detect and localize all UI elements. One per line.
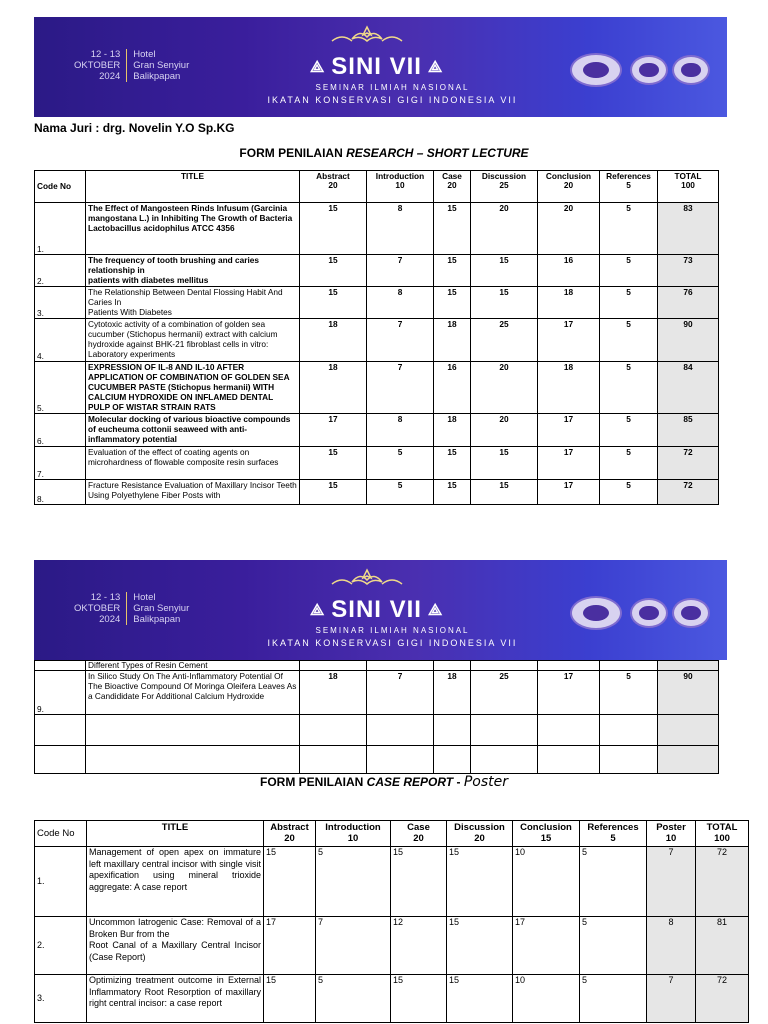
ornament-icon	[322, 25, 412, 49]
score-cell	[434, 746, 471, 774]
header-conclusion: Conclusion 15	[513, 821, 580, 847]
score-cell	[600, 715, 658, 746]
references-score: 5	[600, 319, 658, 362]
header-discussion: Discussion 25	[471, 171, 538, 203]
score-cell	[367, 715, 434, 746]
abstract-score: 17	[264, 917, 316, 975]
table-row	[35, 203, 719, 255]
header-discussion: Discussion 20	[447, 821, 513, 847]
conclusion-score: 18	[538, 362, 600, 414]
jury-name: Nama Juri : drg. Novelin Y.O Sp.KG	[34, 121, 235, 135]
header-total: TOTAL 100	[658, 171, 719, 203]
abstract-score: 15	[300, 255, 367, 287]
abstract-score: 17	[300, 414, 367, 447]
table-row	[35, 362, 719, 414]
introduction-score: 7	[316, 917, 391, 975]
title-cell	[86, 715, 300, 746]
table-row	[35, 287, 719, 319]
society-seal-icon	[672, 55, 710, 85]
event-banner-page2	[34, 560, 727, 660]
abstract-score: 15	[264, 847, 316, 917]
score-cell	[367, 746, 434, 774]
header-title: TITLE	[86, 171, 300, 203]
table-row	[35, 975, 749, 1023]
total-score: 90	[658, 671, 719, 715]
event-month: OKTOBER	[74, 60, 121, 71]
discussion-score: 15	[471, 447, 538, 480]
case-score: 15	[434, 287, 471, 319]
score-cell	[538, 715, 600, 746]
form-title-case-report: FORM PENILAIAN CASE REPORT - Poster	[260, 774, 508, 790]
total-score: 81	[696, 917, 749, 975]
references-score: 5	[600, 287, 658, 319]
introduction-score: 8	[367, 414, 434, 447]
abstract-score: 15	[300, 287, 367, 319]
poster-score: 7	[647, 847, 696, 917]
case-score: 15	[391, 975, 447, 1023]
society-seal-icon	[630, 598, 668, 628]
society-seal-icon	[630, 55, 668, 85]
banner-subtitle-1: SEMINAR ILMIAH NASIONAL	[315, 626, 470, 635]
code-cell: 5.	[35, 362, 86, 414]
ornament-icon	[322, 568, 412, 592]
table-row	[35, 319, 719, 362]
introduction-score: 8	[367, 287, 434, 319]
score-cell	[300, 746, 367, 774]
title-cell: In Silico Study On The Anti-Inflammatory Potential Of The Bioactive Compound Of Moringa Oleifera Leaves As a Candididate For Additional Calcium Hydroxide	[86, 671, 300, 715]
references-score: 5	[580, 975, 647, 1023]
venue-line-2: Gran Senyiur	[133, 60, 190, 71]
code-cell	[35, 746, 86, 774]
table-row	[35, 414, 719, 447]
table-row	[35, 480, 719, 505]
introduction-score: 5	[316, 847, 391, 917]
abstract-score: 18	[300, 362, 367, 414]
total-score: 83	[658, 203, 719, 255]
references-score: 5	[580, 847, 647, 917]
introduction-score: 7	[367, 671, 434, 715]
research-score-table	[34, 170, 719, 505]
code-cell: 6.	[35, 414, 86, 447]
introduction-score: 7	[367, 255, 434, 287]
event-month: OKTOBER	[74, 603, 121, 614]
header-title: TITLE	[87, 821, 264, 847]
title-cell: The Effect of Mangosteen Rinds Infusum (Garcinia mangostana L.) in Inhibiting The Growth of Bacteria Lactobacillus acidophilus ATCC 4356	[86, 203, 300, 255]
score-cell	[300, 715, 367, 746]
conclusion-score: 17	[538, 671, 600, 715]
score-cell	[471, 661, 538, 671]
form-title-research: FORM PENILAIAN RESEARCH – SHORT LECTURE	[239, 146, 529, 160]
table-row	[35, 255, 719, 287]
conclusion-score: 17	[538, 414, 600, 447]
event-info	[74, 49, 189, 82]
total-score: 72	[658, 447, 719, 480]
title-cell: Fracture Resistance Evaluation of Maxillary Incisor Teeth Using Polyethylene Fiber Posts with	[86, 480, 300, 505]
title-cell	[86, 746, 300, 774]
table-row	[35, 671, 719, 715]
venue-line-3: Balikpapan	[133, 71, 181, 82]
code-cell: 3.	[35, 287, 86, 319]
score-cell	[471, 746, 538, 774]
score-cell	[367, 661, 434, 671]
code-cell: 7.	[35, 447, 86, 480]
conclusion-score: 10	[513, 975, 580, 1023]
table-row	[35, 447, 719, 480]
discussion-score: 15	[447, 847, 513, 917]
venue-line-1: Hotel	[133, 592, 156, 603]
table-row	[35, 661, 719, 671]
table-row	[35, 847, 749, 917]
introduction-score: 5	[367, 480, 434, 505]
conclusion-score: 20	[538, 203, 600, 255]
case-score: 15	[434, 203, 471, 255]
references-score: 5	[600, 362, 658, 414]
code-cell: 2.	[35, 917, 87, 975]
introduction-score: 7	[367, 362, 434, 414]
introduction-score: 7	[367, 319, 434, 362]
code-cell: 1.	[35, 203, 86, 255]
code-cell: 3.	[35, 975, 87, 1023]
abstract-score: 18	[300, 671, 367, 715]
banner-subtitle-1: SEMINAR ILMIAH NASIONAL	[315, 83, 470, 92]
title-cell: Evaluation of the effect of coating agents on microhardness of flowable composite resin surfaces	[86, 447, 300, 480]
introduction-score: 5	[367, 447, 434, 480]
total-cell	[658, 746, 719, 774]
venue-line-3: Balikpapan	[133, 614, 181, 625]
header-case: Case 20	[391, 821, 447, 847]
event-banner-top	[34, 17, 727, 117]
discussion-score: 15	[447, 917, 513, 975]
poster-score: 8	[647, 917, 696, 975]
conclusion-score: 17	[538, 447, 600, 480]
case-score: 15	[434, 480, 471, 505]
code-cell	[35, 715, 86, 746]
discussion-score: 15	[471, 255, 538, 287]
references-score: 5	[600, 447, 658, 480]
discussion-score: 15	[471, 287, 538, 319]
table-row	[35, 746, 719, 774]
total-score: 72	[658, 480, 719, 505]
venue-line-2: Gran Senyiur	[133, 603, 190, 614]
event-logo: ⟁ SINI VII ⟁	[310, 596, 444, 623]
score-cell	[471, 715, 538, 746]
score-cell	[300, 661, 367, 671]
title-cell: Cytotoxic activity of a combination of golden sea cucumber (Stichopus hermanii) extract with calcium hydroxide against BHK-21 fibroblast cells in vitro: Laboratory experiments	[86, 319, 300, 362]
conclusion-score: 17	[513, 917, 580, 975]
discussion-score: 25	[471, 671, 538, 715]
society-seal-icon	[570, 596, 622, 630]
discussion-score: 15	[471, 480, 538, 505]
title-cell: Molecular docking of various bioactive compounds of eucheuma cottonii seaweed with anti-inflammatory potential	[86, 414, 300, 447]
event-dates: 12 - 13	[90, 592, 121, 603]
venue-line-1: Hotel	[133, 49, 156, 60]
code-cell: 4.	[35, 319, 86, 362]
case-score: 15	[434, 255, 471, 287]
total-score: 85	[658, 414, 719, 447]
header-code: Code No	[35, 171, 86, 203]
event-dates: 12 - 13	[90, 49, 121, 60]
header-introduction: Introduction 10	[316, 821, 391, 847]
tooth-icon: ⟁	[310, 58, 326, 76]
discussion-score: 20	[471, 414, 538, 447]
header-references: References 5	[580, 821, 647, 847]
header-total: TOTAL 100	[696, 821, 749, 847]
total-score: 72	[696, 975, 749, 1023]
case-score: 16	[434, 362, 471, 414]
event-year: 2024	[99, 71, 121, 82]
abstract-score: 18	[300, 319, 367, 362]
case-score: 18	[434, 671, 471, 715]
title-cell: EXPRESSION OF IL-8 AND IL-10 AFTER APPLICATION OF COMBINATION OF GOLDEN SEA CUCUMBER PASTE (Stichopus hermanii) WITH CALCIUM HYDROXIDE ON INFLAMED DENTAL PULP OF WISTAR STRAIN RATS	[86, 362, 300, 414]
total-score: 72	[696, 847, 749, 917]
case-report-score-table	[34, 820, 749, 1023]
event-info	[74, 592, 189, 625]
code-cell	[35, 661, 86, 671]
title-cell: Uncommon Iatrogenic Case: Removal of a Broken Bur from the Root Canal of a Maxillary Central Incisor (Case Report)	[87, 917, 264, 975]
introduction-score: 8	[367, 203, 434, 255]
score-cell	[600, 746, 658, 774]
total-score: 90	[658, 319, 719, 362]
header-conclusion: Conclusion 20	[538, 171, 600, 203]
references-score: 5	[600, 203, 658, 255]
header-code: Code No	[35, 821, 87, 847]
title-cell: Optimizing treatment outcome in External Inflammatory Root Resorption of maxillary right central incisor: a case report	[87, 975, 264, 1023]
table-row	[35, 917, 749, 975]
references-score: 5	[600, 671, 658, 715]
introduction-score: 5	[316, 975, 391, 1023]
abstract-score: 15	[300, 480, 367, 505]
total-cell	[658, 715, 719, 746]
conclusion-score: 16	[538, 255, 600, 287]
banner-subtitle-2: IKATAN KONSERVASI GIGI INDONESIA VII	[267, 95, 518, 105]
header-references: References 5	[600, 171, 658, 203]
conclusion-score: 17	[538, 319, 600, 362]
code-cell: 8.	[35, 480, 86, 505]
tooth-icon: ⟁	[427, 601, 444, 619]
case-score: 15	[434, 447, 471, 480]
case-score: 15	[391, 847, 447, 917]
header-abstract: Abstract 20	[264, 821, 316, 847]
code-cell: 9.	[35, 671, 86, 715]
title-cell: The Relationship Between Dental Flossing Habit And Caries In Patients With Diabetes	[86, 287, 300, 319]
abstract-score: 15	[300, 203, 367, 255]
title-cell: Different Types of Resin Cement	[86, 661, 300, 671]
header-case: Case 20	[434, 171, 471, 203]
divider	[126, 49, 127, 82]
total-score: 73	[658, 255, 719, 287]
poster-score: 7	[647, 975, 696, 1023]
score-cell	[538, 746, 600, 774]
references-score: 5	[600, 255, 658, 287]
abstract-score: 15	[264, 975, 316, 1023]
code-cell: 2.	[35, 255, 86, 287]
code-cell: 1.	[35, 847, 87, 917]
score-cell	[538, 661, 600, 671]
society-seal-icon	[672, 598, 710, 628]
abstract-score: 15	[300, 447, 367, 480]
event-year: 2024	[99, 614, 121, 625]
score-cell	[434, 715, 471, 746]
society-seal-icon	[570, 53, 622, 87]
conclusion-score: 18	[538, 287, 600, 319]
score-cell	[434, 661, 471, 671]
title-cell: Management of open apex on immature left maxillary central incisor with single visit apexification using mineral trioxide aggregate: A case report	[87, 847, 264, 917]
discussion-score: 20	[471, 203, 538, 255]
conclusion-score: 10	[513, 847, 580, 917]
title-cell: The frequency of tooth brushing and caries relationship in patients with diabetes mellitus	[86, 255, 300, 287]
header-abstract: Abstract 20	[300, 171, 367, 203]
total-score: 76	[658, 287, 719, 319]
table-row	[35, 715, 719, 746]
event-logo: ⟁ SINI VII ⟁	[310, 53, 444, 80]
conclusion-score: 17	[538, 480, 600, 505]
references-score: 5	[580, 917, 647, 975]
score-cell	[600, 661, 658, 671]
discussion-score: 25	[471, 319, 538, 362]
discussion-score: 15	[447, 975, 513, 1023]
case-score: 18	[434, 319, 471, 362]
header-poster: Poster 10	[647, 821, 696, 847]
divider	[126, 592, 127, 625]
total-score: 84	[658, 362, 719, 414]
references-score: 5	[600, 414, 658, 447]
tooth-icon: ⟁	[310, 601, 326, 619]
research-score-table-continued	[34, 660, 719, 774]
discussion-score: 20	[471, 362, 538, 414]
case-score: 12	[391, 917, 447, 975]
banner-subtitle-2: IKATAN KONSERVASI GIGI INDONESIA VII	[267, 638, 518, 648]
references-score: 5	[600, 480, 658, 505]
header-introduction: Introduction 10	[367, 171, 434, 203]
tooth-icon: ⟁	[427, 58, 444, 76]
total-cell	[658, 661, 719, 671]
case-score: 18	[434, 414, 471, 447]
